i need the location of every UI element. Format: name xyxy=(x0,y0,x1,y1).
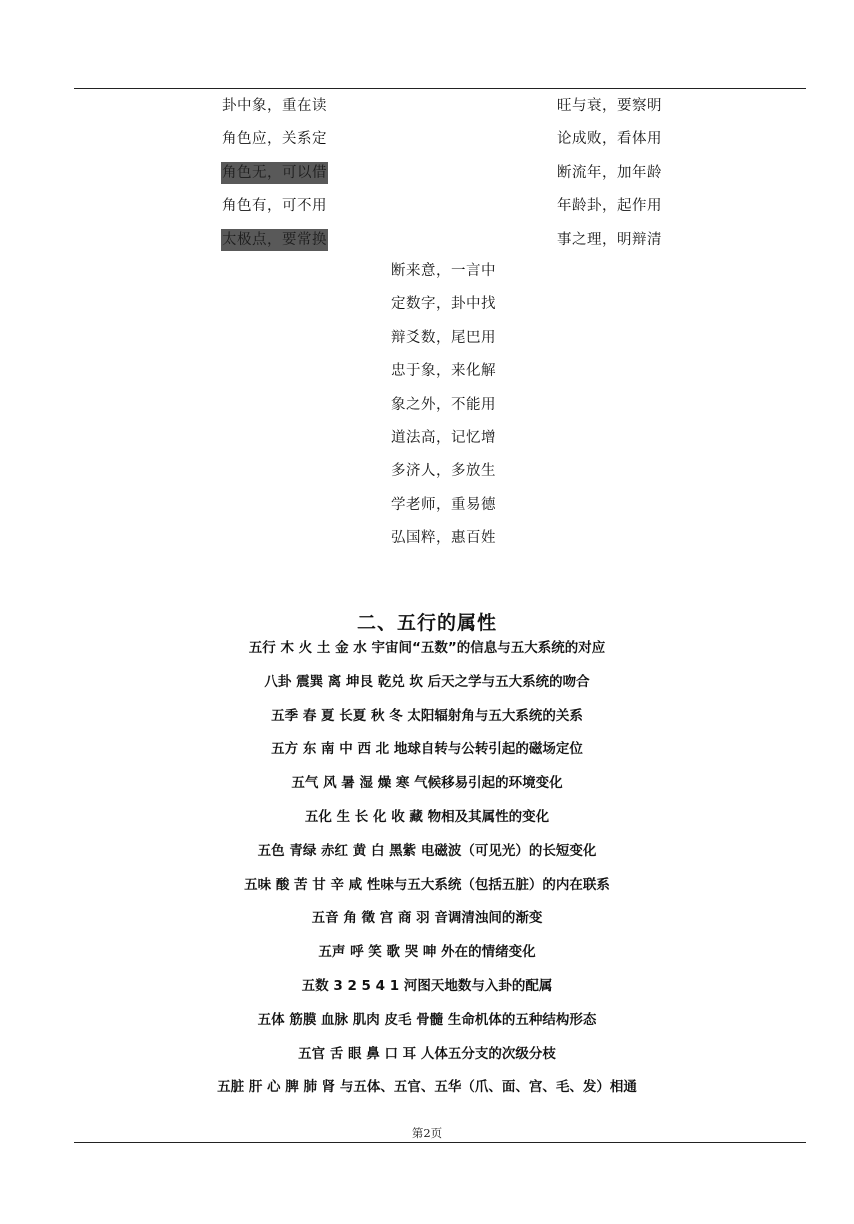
page-number: 第2页 xyxy=(411,1126,443,1140)
verse-line xyxy=(221,128,328,161)
verse-line xyxy=(390,427,497,460)
verse-line-highlighted xyxy=(221,229,328,262)
verse-text: 年龄卦，起作用 xyxy=(557,198,662,215)
attribute-row xyxy=(0,772,854,806)
verse-text: 事之理，明辩清 xyxy=(557,231,662,248)
verse-column-left xyxy=(221,95,328,262)
verse-line xyxy=(556,128,663,161)
attribute-text: 八卦 震巽 离 坤艮 乾兑 坎 后天之学与五大系统的吻合 xyxy=(264,673,590,690)
attribute-text: 五季 春 夏 长夏 秋 冬 太阳辐射角与五大系统的关系 xyxy=(271,707,583,724)
verse-text: 卦中象，重在读 xyxy=(222,98,327,114)
attribute-text: 五色 青绿 赤红 黄 白 黑紫 电磁波（可见光）的长短变化 xyxy=(257,842,597,859)
verse-column-right xyxy=(556,95,663,262)
verse-text: 断来意，一言中 xyxy=(391,263,496,279)
attribute-text: 五声 呼 笑 歌 哭 呻 外在的情绪变化 xyxy=(318,944,536,961)
attribute-text: 五方 东 南 中 西 北 地球自转与公转引起的磁场定位 xyxy=(271,741,583,758)
verse-text: 论成败，看体用 xyxy=(557,131,662,148)
section-title: 二、五行的属性 xyxy=(356,611,497,634)
verse-text: 道法高，记忆增 xyxy=(391,429,496,446)
attribute-text: 五数 3 2 5 4 1 河图天地数与入卦的配属 xyxy=(301,977,553,994)
verse-line xyxy=(390,260,497,293)
attribute-row xyxy=(0,840,854,874)
verse-line xyxy=(390,394,497,427)
footer-rule xyxy=(74,1142,806,1143)
attribute-row xyxy=(0,1043,854,1077)
five-elements-attribute-list xyxy=(0,637,854,1110)
verse-text: 旺与衰，要察明 xyxy=(557,98,662,114)
attribute-text: 五官 舌 眼 鼻 口 耳 人体五分支的次级分枝 xyxy=(298,1045,556,1062)
attribute-row xyxy=(0,874,854,908)
verse-line xyxy=(390,327,497,360)
attribute-text: 五化 生 长 化 收 藏 物相及其属性的变化 xyxy=(304,808,550,825)
attribute-text: 五脏 肝 心 脾 肺 肾 与五体、五官、五华（爪、面、宫、毛、发）相通 xyxy=(217,1079,637,1096)
verse-text: 象之外，不能用 xyxy=(391,396,496,413)
header-rule xyxy=(74,88,806,89)
verse-line xyxy=(390,460,497,493)
attribute-row xyxy=(0,1076,854,1110)
attribute-row xyxy=(0,941,854,975)
verse-line xyxy=(221,195,328,228)
attribute-row xyxy=(0,671,854,705)
verse-text: 太极点，要常换 xyxy=(221,229,328,251)
verse-line xyxy=(221,95,328,128)
verse-text: 角色无，可以借 xyxy=(221,162,328,184)
attribute-text: 五音 角 徵 宫 商 羽 音调清浊间的渐变 xyxy=(311,910,543,927)
verse-line xyxy=(390,360,497,393)
attribute-row xyxy=(0,907,854,941)
verse-line xyxy=(556,229,663,262)
attribute-text: 五味 酸 苦 甘 辛 咸 性味与五大系统（包括五脏）的内在联系 xyxy=(244,876,610,893)
verse-text: 学老师，重易德 xyxy=(391,496,496,513)
verse-text: 角色有，可不用 xyxy=(222,198,327,215)
verse-text: 定数字，卦中找 xyxy=(391,296,496,313)
verse-line-highlighted xyxy=(221,162,328,195)
verse-text: 弘国粹，惠百姓 xyxy=(391,530,496,547)
verse-text: 角色应，关系定 xyxy=(222,131,327,148)
attribute-row xyxy=(0,738,854,772)
verse-text: 多济人，多放生 xyxy=(391,463,496,480)
verse-text: 断流年，加年龄 xyxy=(557,164,662,181)
verse-line xyxy=(390,293,497,326)
attribute-row xyxy=(0,806,854,840)
verse-line xyxy=(390,527,497,560)
attribute-text: 五体 筋膜 血脉 肌肉 皮毛 骨髓 生命机体的五种结构形态 xyxy=(257,1011,597,1028)
verse-line xyxy=(556,95,663,128)
attribute-row xyxy=(0,1009,854,1043)
verse-line xyxy=(556,195,663,228)
verse-text: 忠于象，来化解 xyxy=(391,363,496,380)
attribute-row xyxy=(0,637,854,671)
attribute-row xyxy=(0,975,854,1009)
verse-column-center xyxy=(390,260,497,561)
verse-text: 辩爻数，尾巴用 xyxy=(391,329,496,346)
verse-line xyxy=(556,162,663,195)
attribute-row xyxy=(0,705,854,739)
attribute-text: 五气 风 暑 湿 燥 寒 气候移易引起的环境变化 xyxy=(291,775,563,792)
verse-line xyxy=(390,494,497,527)
attribute-text: 五行 木 火 土 金 水 宇宙间“五数”的信息与五大系统的对应 xyxy=(248,640,606,656)
